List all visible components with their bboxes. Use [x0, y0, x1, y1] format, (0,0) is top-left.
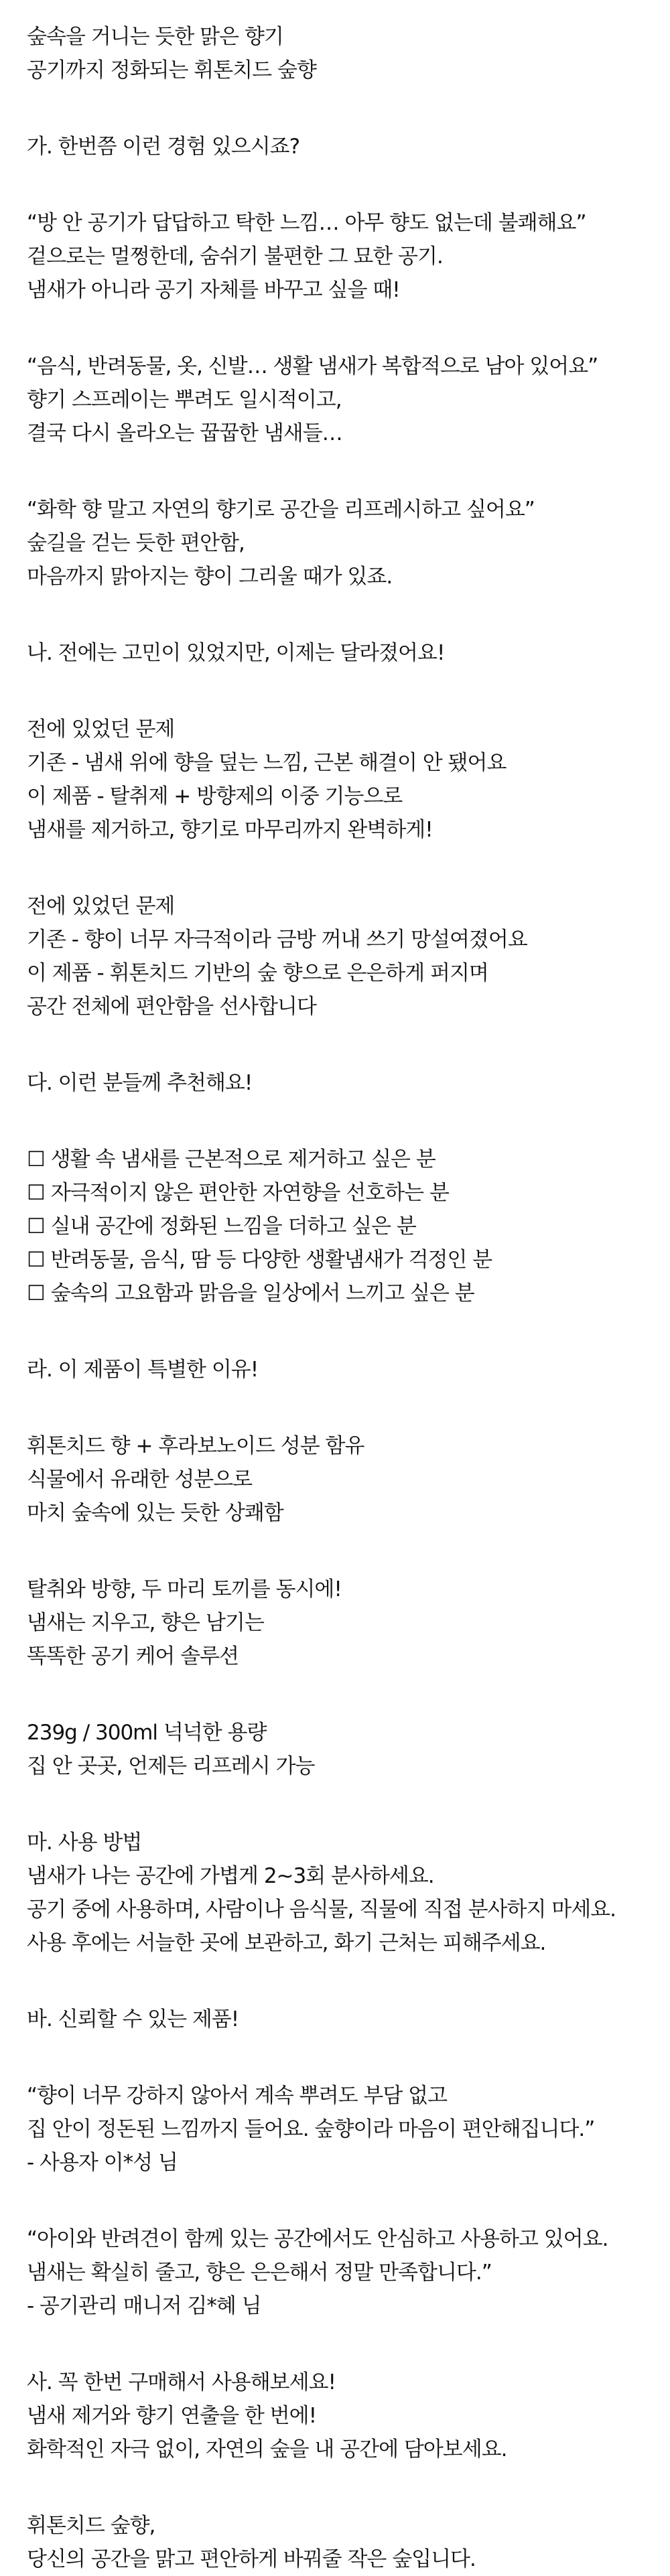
text-line: 기존 - 향이 너무 자극적이라 금방 꺼내 쓰기 망설여졌어요 — [27, 928, 527, 952]
text-line: 전에 있었던 문제 — [27, 717, 175, 741]
text-line: 냄새는 확실히 줄고, 향은 은은해서 정말 만족합니다.” — [27, 2261, 492, 2285]
review-1 — [27, 2079, 643, 2179]
text-line: 나. 전에는 고민이 있었지만, 이제는 달라졌어요! — [27, 641, 445, 665]
text-line: 냄새 제거와 향기 연출을 한 번에! — [27, 2404, 316, 2428]
experience-2 — [27, 350, 643, 450]
text-line: 이 제품 - 탈취제 + 방향제의 이중 기능으로 — [27, 784, 403, 808]
text-line: 공기까지 정화되는 휘톤치드 숲향 — [27, 58, 316, 82]
section-da-heading — [27, 1066, 643, 1100]
experience-3 — [27, 493, 643, 593]
text-line: ☐ 숲속의 고요함과 맑음을 일상에서 느끼고 싶은 분 — [27, 1281, 474, 1305]
text-line: 결국 다시 올라오는 꿉꿉한 냄새들… — [27, 421, 342, 445]
section-ma-usage — [27, 1826, 643, 1960]
text-line: - 공기관리 매니저 김*혜 님 — [27, 2294, 261, 2318]
recommend-list — [27, 1143, 643, 1310]
text-line: 다. 이런 분들께 추천해요! — [27, 1071, 253, 1095]
text-line: ☐ 생활 속 냄새를 근본적으로 제거하고 싶은 분 — [27, 1147, 436, 1171]
text-line: 휘톤치드 숲향, — [27, 2514, 155, 2538]
problem-1 — [27, 713, 643, 847]
text-line: 이 제품 - 휘톤치드 기반의 숲 향으로 은은하게 퍼지며 — [27, 961, 488, 985]
text-line: “향이 너무 강하지 않아서 계속 뿌려도 부담 없고 — [27, 2084, 448, 2108]
text-line: 집 안 곳곳, 언제든 리프레시 가능 — [27, 1754, 315, 1778]
text-line: 마음까지 맑아지는 향이 그리울 때가 있죠. — [27, 565, 393, 589]
text-line: 냄새는 지우고, 향은 남기는 — [27, 1611, 264, 1635]
text-line: “화학 향 말고 자연의 향기로 공간을 리프레시하고 싶어요” — [27, 498, 535, 522]
content-body — [27, 20, 643, 2576]
text-line: 숲속을 거니는 듯한 맑은 향기 — [27, 25, 283, 49]
review-2 — [27, 2222, 643, 2323]
text-line: 기존 - 냄새 위에 향을 덮는 느낌, 근본 해결이 안 됐어요 — [27, 751, 507, 775]
section-sa-cta — [27, 2366, 643, 2466]
text-line: 화학적인 자극 없이, 자연의 숲을 내 공간에 담아보세요. — [27, 2437, 507, 2461]
text-line: ☐ 실내 공간에 정화된 느낌을 더하고 싶은 분 — [27, 1214, 416, 1238]
text-line: “아이와 반려견이 함께 있는 공간에서도 안심하고 사용하고 있어요. — [27, 2227, 608, 2251]
reason-2 — [27, 1573, 643, 1673]
text-line: 식물에서 유래한 성분으로 — [27, 1468, 253, 1492]
text-line: 냄새를 제거하고, 향기로 마무리까지 완벽하게! — [27, 818, 433, 842]
text-line: 공간 전체에 편안함을 선사합니다 — [27, 995, 316, 1019]
text-line: 마치 숲속에 있는 듯한 상쾌함 — [27, 1501, 283, 1525]
text-line: 마. 사용 방법 — [27, 1831, 142, 1855]
intro-block — [27, 20, 643, 87]
text-line: 바. 신뢰할 수 있는 제품! — [27, 2007, 239, 2031]
text-line: 전에 있었던 문제 — [27, 894, 175, 918]
section-ra-heading — [27, 1353, 643, 1386]
text-line: ☐ 자극적이지 않은 편안한 자연향을 선호하는 분 — [27, 1181, 449, 1205]
text-line: 휘톤치드 향 + 후라보노이드 성분 함유 — [27, 1434, 364, 1458]
text-line: 냄새가 아니라 공기 자체를 바꾸고 싶을 때! — [27, 278, 400, 302]
text-line: 공기 중에 사용하며, 사람이나 음식물, 직물에 직접 분사하지 마세요. — [27, 1898, 616, 1922]
text-line: 가. 한번쯤 이런 경험 있으시죠? — [27, 135, 300, 159]
section-ba-heading — [27, 2003, 643, 2036]
reason-3 — [27, 1716, 643, 1783]
text-line: 사. 꼭 한번 구매해서 사용해보세요! — [27, 2370, 336, 2394]
text-line: “음식, 반려동물, 옷, 신발… 생활 냄새가 복합적으로 남아 있어요” — [27, 354, 598, 378]
text-line: 향기 스프레이는 뿌려도 일시적이고, — [27, 388, 342, 412]
text-line: - 사용자 이*성 님 — [27, 2151, 178, 2175]
problem-2 — [27, 889, 643, 1023]
text-line: 겉으로는 멀쩡한데, 숨쉬기 불편한 그 묘한 공기. — [27, 244, 443, 269]
experience-1 — [27, 206, 643, 307]
text-line: 집 안이 정돈된 느낌까지 들어요. 숲향이라 마음이 편안해집니다.” — [27, 2117, 595, 2141]
text-line: 당신의 공간을 맑고 편안하게 바꿔줄 작은 숲입니다. — [27, 2547, 476, 2571]
text-line: 냄새가 나는 공간에 가볍게 2~3회 분사하세요. — [27, 1864, 434, 1888]
text-line: “방 안 공기가 답답하고 탁한 느낌… 아무 향도 없는데 불쾌해요” — [27, 211, 586, 235]
reason-1 — [27, 1429, 643, 1530]
text-line: 탈취와 방향, 두 마리 토끼를 동시에! — [27, 1577, 342, 1601]
text-line: 239g / 300ml 넉넉한 용량 — [27, 1721, 267, 1745]
text-line: 똑똑한 공기 케어 솔루션 — [27, 1644, 239, 1668]
text-line: 사용 후에는 서늘한 곳에 보관하고, 화기 근처는 피해주세요. — [27, 1931, 546, 1955]
text-line: ☐ 반려동물, 음식, 땀 등 다양한 생활냄새가 걱정인 분 — [27, 1248, 492, 1272]
text-line: 라. 이 제품이 특별한 이유! — [27, 1358, 259, 1382]
section-ga-heading — [27, 130, 643, 163]
closing-block — [27, 2509, 643, 2576]
section-na-heading — [27, 636, 643, 670]
text-line: 숲길을 걷는 듯한 편안함, — [27, 531, 245, 555]
